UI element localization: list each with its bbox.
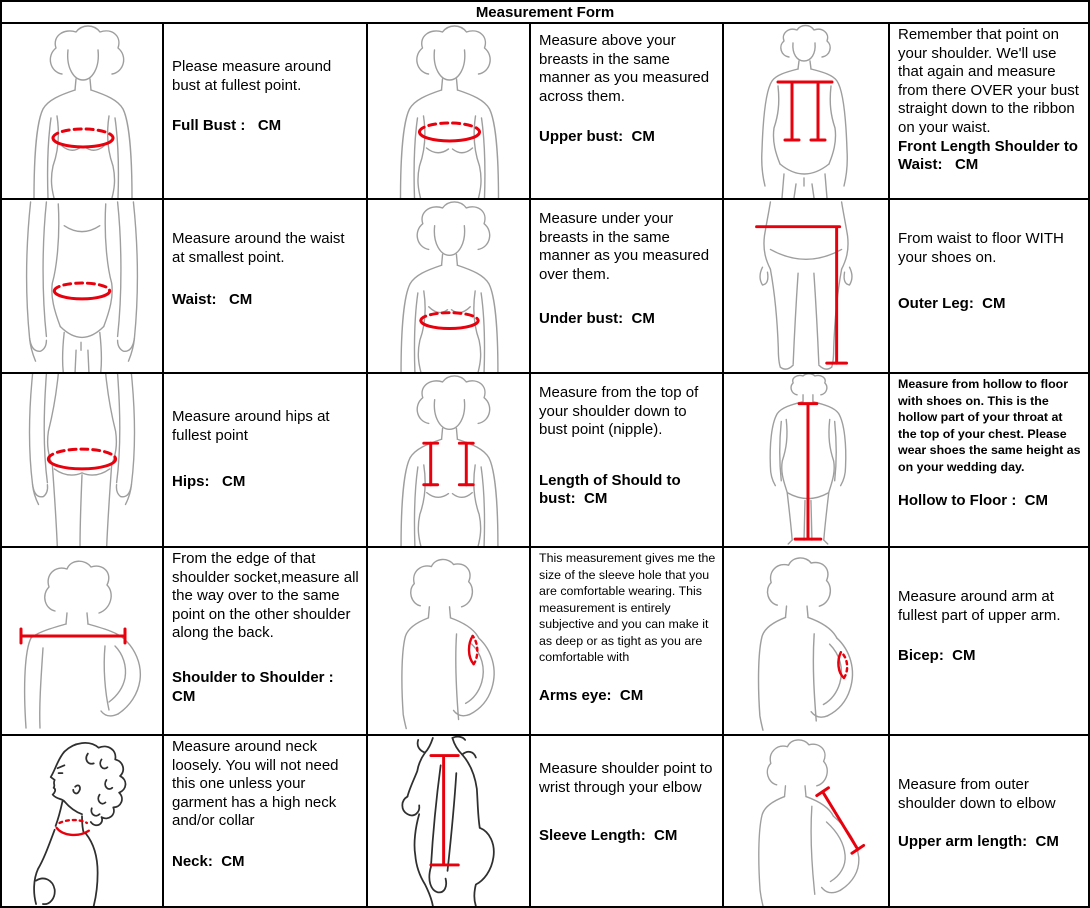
bicep-description: Measure around arm at fullest part of upper arm.	[898, 588, 1061, 624]
sleeve-length-description: Measure shoulder point to wrist through your elbow	[539, 760, 713, 796]
under-bust-instruction	[531, 200, 722, 372]
arms-eye-label: Arms eye: CM	[539, 686, 644, 704]
hollow-to-floor-description: Measure from hollow to floor with shoes on. This is the hollow part of your throat at the top of your chest. Please wear shoes the same height as on your wedding day.	[898, 377, 1081, 474]
hips-figure	[2, 374, 162, 546]
hips-label: Hips: CM	[172, 473, 246, 491]
hollow-to-floor-label: Hollow to Floor : CM	[898, 492, 1048, 509]
full-bust-instruction	[164, 24, 366, 198]
upper-bust-figure	[368, 24, 529, 198]
shoulder-to-shoulder-description: From the edge of that shoulder socket,measure all the way over to the same point on the other shoulder along the back.	[172, 550, 359, 642]
upper-arm-length-figure	[724, 736, 888, 906]
full-bust-figure	[2, 24, 162, 198]
arms-eye-figure	[368, 548, 529, 734]
shoulder-to-shoulder-label: Shoulder to Shoulder : CM	[172, 668, 338, 705]
neck-figure	[2, 736, 162, 906]
upper-bust-instruction	[531, 24, 722, 198]
waist-instruction	[164, 200, 366, 372]
hollow-to-floor-figure	[724, 374, 888, 546]
shoulder-to-shoulder-instruction	[164, 548, 366, 734]
outer-leg-figure	[724, 200, 888, 372]
full-bust-description: Please measure around bust at fullest point.	[172, 58, 332, 94]
waist-description: Measure around the waist at smallest point.	[172, 230, 345, 266]
page-title: Measurement Form	[2, 2, 1088, 22]
neck-label: Neck: CM	[172, 852, 245, 870]
shoulder-to-bust-label: Length of Should to bust: CM	[539, 471, 685, 508]
hips-instruction	[164, 374, 366, 546]
full-bust-label: Full Bust : CM	[172, 117, 282, 135]
waist-figure	[2, 200, 162, 372]
outer-leg-label: Outer Leg: CM	[898, 295, 1006, 313]
sleeve-length-figure	[368, 736, 529, 906]
under-bust-figure	[368, 200, 529, 372]
shoulder-to-bust-instruction	[531, 374, 722, 546]
arms-eye-instruction	[531, 548, 722, 734]
front-length-shoulder-to-waist-figure	[724, 24, 888, 198]
outer-leg-description: From waist to floor WITH your shoes on.	[898, 230, 1064, 266]
upper-arm-length-instruction	[890, 736, 1088, 906]
hollow-to-floor-instruction	[890, 374, 1088, 546]
neck-description: Measure around neck loosely. You will not need this one unless your garment has a high neck and/or collar	[172, 738, 339, 830]
bicep-figure	[724, 548, 888, 734]
outer-leg-instruction	[890, 200, 1088, 372]
front-length-instruction	[890, 24, 1088, 198]
length-of-shoulder-to-bust-figure	[368, 374, 529, 546]
neck-instruction	[164, 736, 366, 906]
front-length-description: Remember that point on your shoulder. We'll use that again and measure from there OVER your bust straight down to the ribbon on your waist.	[898, 26, 1079, 136]
sleeve-length-label: Sleeve Length: CM	[539, 827, 678, 845]
shoulder-to-bust-description: Measure from the top of your shoulder down to bust point (nipple).	[539, 384, 699, 439]
bicep-label: Bicep: CM	[898, 647, 976, 665]
hips-description: Measure around hips at fullest point	[172, 408, 330, 444]
arms-eye-description: This measurement gives me the size of the sleeve hole that you are comfortable wearing. This measurement is entirely subjective and you can make it as deep or as tight as you are comfortable with	[539, 551, 716, 664]
sleeve-length-instruction	[531, 736, 722, 906]
under-bust-description: Measure under your breasts in the same manner as you measured over them.	[539, 210, 710, 283]
front-length-label: Front Length Shoulder to Waist: CM	[898, 137, 1083, 174]
upper-arm-length-label: Upper arm length: CM	[898, 833, 1059, 851]
waist-label: Waist: CM	[172, 291, 253, 309]
upper-bust-description: Measure above your breasts in the same manner as you measured across them.	[539, 32, 710, 105]
upper-bust-label: Upper bust: CM	[539, 128, 655, 146]
bicep-instruction	[890, 548, 1088, 734]
shoulder-to-shoulder-figure	[2, 548, 162, 734]
under-bust-label: Under bust: CM	[539, 310, 655, 328]
upper-arm-length-description: Measure from outer shoulder down to elbow	[898, 776, 1056, 812]
